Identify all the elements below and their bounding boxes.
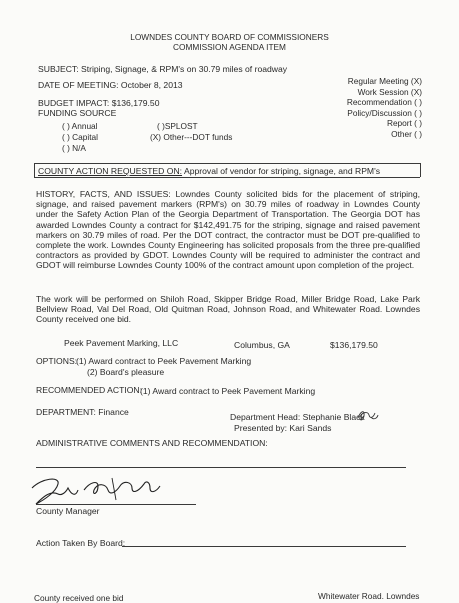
action-box-top xyxy=(34,163,420,164)
admin-comments-label: ADMINISTRATIVE COMMENTS AND RECOMMENDATION: xyxy=(36,438,268,448)
meeting-type-report: Report ( ) xyxy=(386,118,422,129)
county-action xyxy=(38,166,380,176)
meeting-type-regular: Regular Meeting (X) xyxy=(347,76,422,86)
meeting-type-recommendation: Recommendation ( ) xyxy=(346,97,422,108)
action-taken-label: Action Taken By Board: xyxy=(36,538,126,548)
county-manager-label: County Manager xyxy=(36,506,100,516)
funding-capital: ( ) Capital xyxy=(62,132,98,142)
budget-impact: BUDGET IMPACT: $136,179.50 xyxy=(38,98,160,108)
option-2: (2) Board's pleasure xyxy=(87,367,165,377)
meeting-type-other: Other ( ) xyxy=(391,128,422,139)
meeting-types xyxy=(282,76,422,140)
presented-by: Presented by: Kari Sands xyxy=(234,423,332,433)
funding-other: (X) Other---DOT funds xyxy=(150,132,233,142)
meeting-date: DATE OF MEETING: October 8, 2013 xyxy=(38,80,183,90)
funding-source-label: FUNDING SOURCE xyxy=(38,108,117,118)
funding-na: ( ) N/A xyxy=(62,143,86,153)
options-label: OPTIONS: xyxy=(36,356,78,366)
history-paragraph: HISTORY, FACTS, AND ISSUES: Lowndes County solicited bids for the placement of striping, signage, and raised pavement markers (RPM's) on 30.79 miles of roadway in Lowndes County under the Safety Action Plan of the Georgia Department of Transportation. The Georgia DOT has awarded Lowndes County a contract for $142,491.75 for the striping, signage and raised pavement markers on 30.79 miles of road. Per the DOT contract, the contractor must be DOT pre-qualified to complete the work. Lowndes County Engineering has solicited proposals from the three pre-qualified contractors as provided by GDOT. Lowndes County will be required to administer the contract and GDOT will reimburse Lowndes County 100% of the contract amount upon completion of the project. xyxy=(36,189,420,271)
county-action-label: COUNTY ACTION REQUESTED ON: xyxy=(38,166,183,176)
admin-comments-line xyxy=(36,467,406,468)
option-1: (1) Award contract to Peek Pavement Marking xyxy=(76,356,252,366)
county-manager-line xyxy=(36,504,196,505)
department-head-initials-signature xyxy=(356,406,380,424)
bid-amount: $136,179.50 xyxy=(330,340,378,350)
county-action-text: Approval of vendor for striping, signage, and RPM's xyxy=(182,166,381,176)
action-box-left xyxy=(34,163,35,177)
bottom-fragment-right: Whitewater Road. Lowndes xyxy=(318,591,420,601)
bid-vendor: Peek Pavement Marking, LLC xyxy=(64,338,179,348)
meeting-type-policy: Policy/Discussion ( ) xyxy=(347,107,422,118)
doc-type: COMMISSION AGENDA ITEM xyxy=(173,42,286,52)
department-head: Department Head: Stephanie Black xyxy=(230,412,365,422)
org-name: LOWNDES COUNTY BOARD OF COMMISSIONERS xyxy=(130,32,329,42)
funding-annual: ( ) Annual xyxy=(62,121,98,131)
meeting-type-work-session: Work Session (X) xyxy=(357,86,422,97)
action-taken-line xyxy=(122,546,406,547)
action-box-bottom xyxy=(34,177,420,178)
subject-line: SUBJECT: Striping, Signage, & RPM's on 30.79 miles of roadway xyxy=(38,64,288,74)
action-box-right xyxy=(420,163,421,177)
department: DEPARTMENT: Finance xyxy=(36,407,129,417)
work-paragraph: The work will be performed on Shiloh Road, Skipper Bridge Road, Miller Bridge Road, Lake Park Bellview Road, Val Del Road, Old Quitman Road, Johnson Road, and Whitewater Road. Lowndes County received one bid. xyxy=(36,294,420,325)
recommended-action-text: (1) Award contract to Peek Pavement Marking xyxy=(140,386,316,396)
recommended-action-label: RECOMMENDED ACTION: xyxy=(36,385,142,395)
bid-location: Columbus, GA xyxy=(234,340,290,350)
bottom-fragment-left: County received one bid xyxy=(34,593,124,603)
funding-splost: ( )SPLOST xyxy=(157,121,198,131)
